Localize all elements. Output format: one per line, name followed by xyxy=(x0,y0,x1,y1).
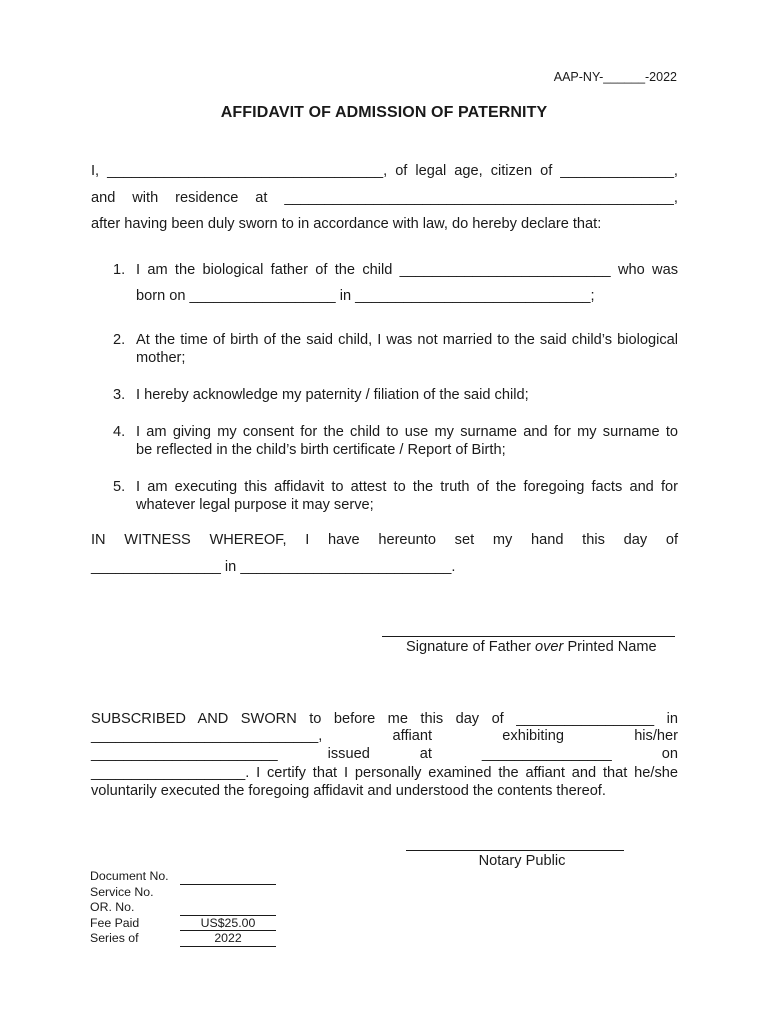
registry-value: US$25.00 xyxy=(180,916,276,932)
jurat-line-3: _______________________ issued at ________________ on xyxy=(91,746,678,762)
item-5-line-2: whatever legal purpose it may serve; xyxy=(136,497,374,513)
registry-row xyxy=(90,869,276,885)
item-2-line-1: At the time of birth of the said child, I was not married to the said child’s biological xyxy=(136,332,678,348)
item-2-line-2: mother; xyxy=(136,350,186,366)
item-1-line-1: I am the biological father of the child __________________________ who was xyxy=(136,262,678,278)
registry-row xyxy=(90,885,276,901)
witness-line-2: ________________ in __________________________. xyxy=(91,559,456,575)
registry-label: Document No. xyxy=(90,869,169,883)
item-3-line-1: I hereby acknowledge my paternity / filiation of the said child; xyxy=(136,387,529,403)
item-4-line-2: be reflected in the child’s birth certificate / Report of Birth; xyxy=(136,442,506,458)
item-5-line-1: I am executing this affidavit to attest to the truth of the foregoing facts and for xyxy=(136,479,678,495)
intro-word: and xyxy=(91,190,116,206)
item-number: 3. xyxy=(113,387,126,403)
document-title: AFFIDAVIT OF ADMISSION OF PATERNITY xyxy=(220,104,548,121)
registry-value xyxy=(180,869,276,885)
intro-line-3: after having been duly sworn to in accordance with law, do hereby declare that: xyxy=(91,216,602,232)
jurat-line-5: voluntarily executed the foregoing affidavit and understood the contents thereof. xyxy=(91,783,606,799)
item-1-line-2: born on __________________ in _____________________________; xyxy=(136,288,595,304)
item-number: 4. xyxy=(113,424,126,440)
registry-label: Fee Paid xyxy=(90,915,140,930)
registry-label: OR. No. xyxy=(90,900,135,915)
notary-label: Notary Public xyxy=(478,853,566,869)
registry-block xyxy=(90,869,276,947)
registry-value: 2022 xyxy=(180,931,276,947)
item-number: 5. xyxy=(113,479,126,495)
intro-word: at xyxy=(255,190,268,206)
item-number: 1. xyxy=(113,262,126,278)
residence-blank: ________________________________________________, xyxy=(284,190,678,206)
registry-row xyxy=(90,931,276,947)
intro-line-1: I, __________________________________, of legal age, citizen of ______________, xyxy=(91,163,678,179)
intro-word: with xyxy=(132,190,159,206)
intro-line-2 xyxy=(91,189,678,207)
witness-line-1: IN WITNESS WHEREOF, I have hereunto set my hand this day of xyxy=(91,532,678,548)
registry-label: Series of xyxy=(90,931,139,946)
signature-label-part: Signature of Father xyxy=(406,639,531,655)
registry-row xyxy=(90,916,276,932)
item-number: 2. xyxy=(113,332,126,348)
notary-signature-line xyxy=(406,850,624,851)
father-signature-line xyxy=(382,636,675,637)
registry-value xyxy=(180,886,276,901)
registry-label: Service No. xyxy=(90,884,154,899)
jurat-line-2: ____________________________, affiant exhibiting his/her xyxy=(91,728,678,744)
signature-label-part: Printed Name xyxy=(567,639,657,655)
intro-word: residence xyxy=(175,190,239,206)
registry-value xyxy=(180,900,276,916)
jurat-line-4: ___________________. I certify that I personally examined the affiant and that he/she xyxy=(91,765,678,781)
father-signature-label xyxy=(406,638,657,656)
registry-row xyxy=(90,900,276,916)
signature-label-over: over xyxy=(535,639,564,655)
reference-code: AAP-NY-______-2022 xyxy=(553,70,677,84)
item-4-line-1: I am giving my consent for the child to use my surname and for my surname to xyxy=(136,424,678,440)
jurat-line-1: SUBSCRIBED AND SWORN to before me this day of _________________ in xyxy=(91,711,678,727)
